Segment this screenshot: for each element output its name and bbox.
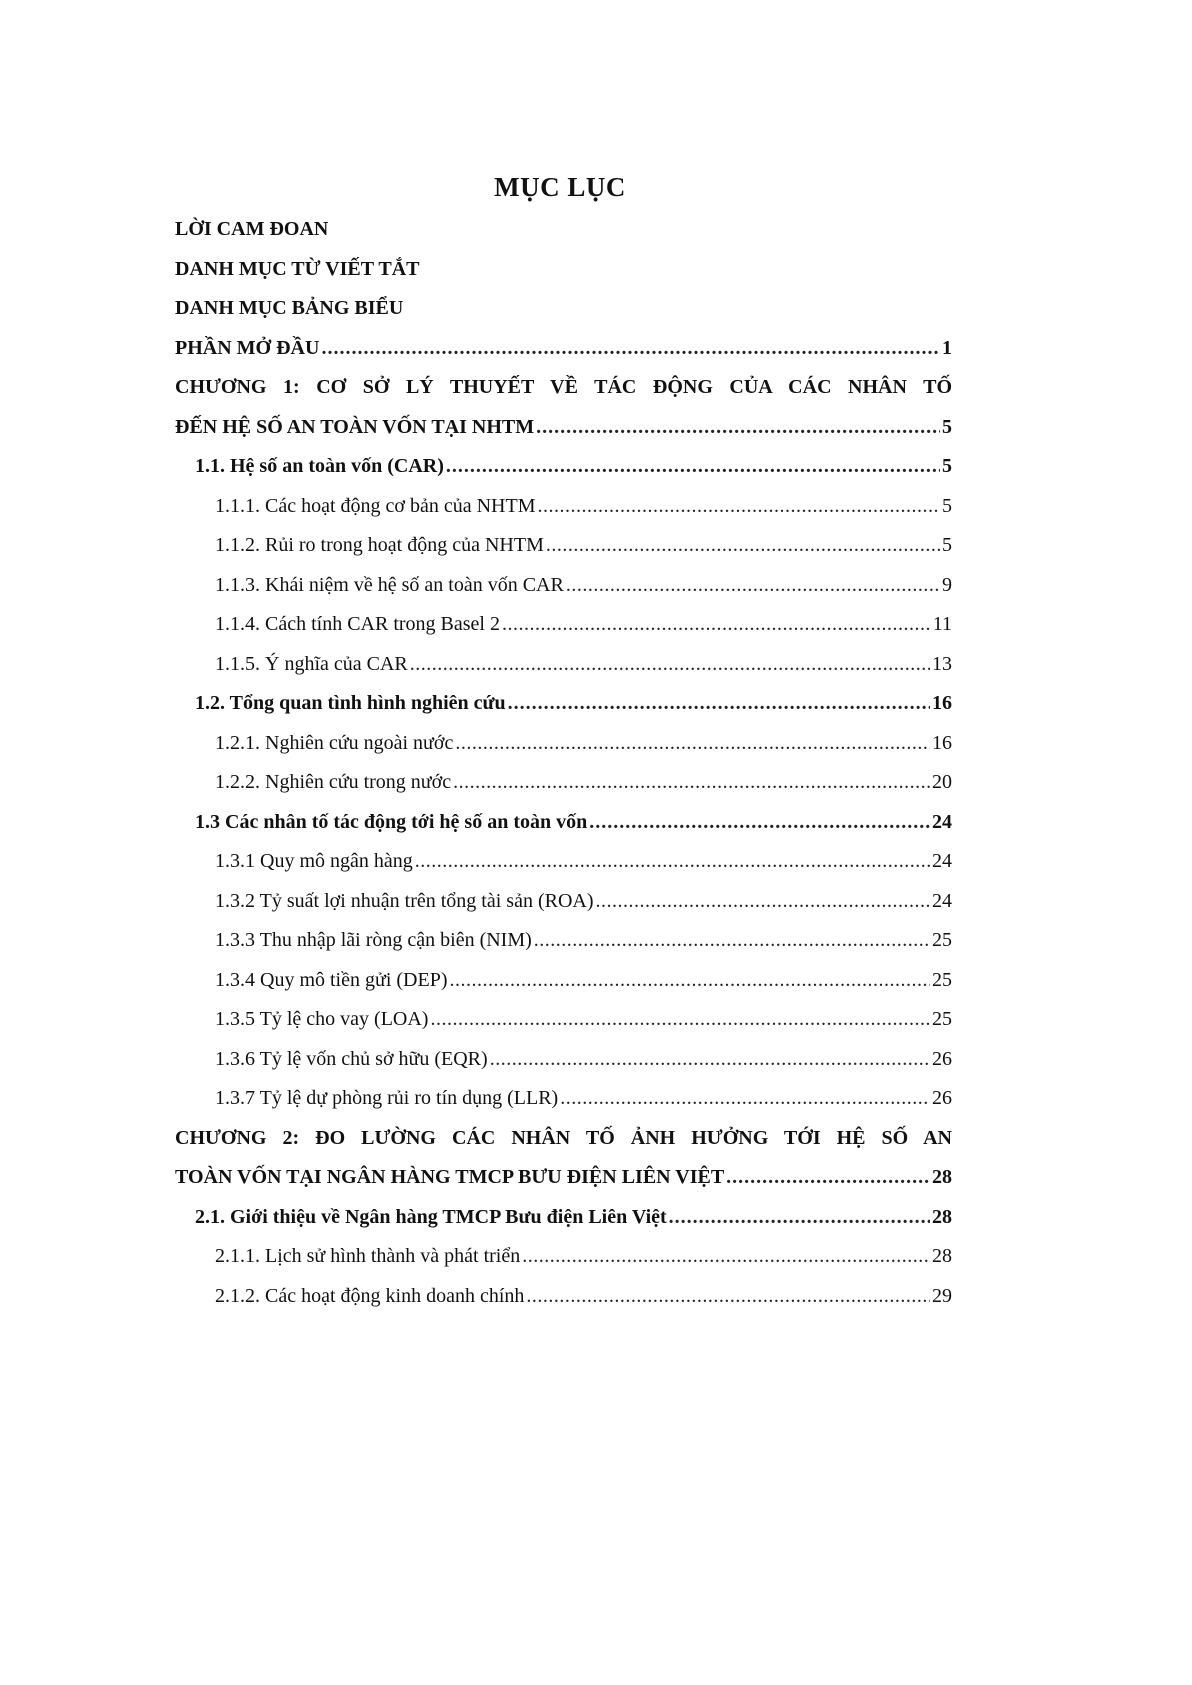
dot-leader <box>534 929 930 952</box>
dot-leader <box>453 771 930 794</box>
toc-label: 2.1. Giới thiệu về Ngân hàng TMCP Bưu điện Liên Việt <box>195 1205 667 1228</box>
toc-entry-loi-cam-doan[interactable] <box>175 218 952 258</box>
toc-entry-2-1-1[interactable] <box>175 1245 952 1285</box>
toc-label: 2.1.2. Các hoạt động kinh doanh chính <box>215 1284 525 1307</box>
dot-leader <box>490 1048 930 1071</box>
toc-entry-1-1-3[interactable] <box>175 574 952 614</box>
toc-entry-chuong-1-line1[interactable] <box>175 376 952 416</box>
page-title: MỤC LỤC <box>494 172 626 202</box>
toc-page-number: 16 <box>932 731 952 754</box>
toc-page-number: 25 <box>932 1008 952 1030</box>
toc-label: ĐẾN HỆ SỐ AN TOÀN VỐN TẠI NHTM <box>175 415 535 438</box>
dot-leader <box>526 1285 930 1308</box>
toc-page-number: 9 <box>942 573 952 596</box>
toc-label: DANH MỤC BẢNG BIỂU <box>175 297 404 319</box>
toc-entry-chuong-2-line2[interactable] <box>175 1166 952 1206</box>
toc-page-number: 1 <box>942 336 952 359</box>
toc-label: LỜI CAM ĐOAN <box>175 218 329 240</box>
toc-page-number: 28 <box>932 1205 952 1228</box>
toc-label: 1.1.3. Khái niệm về hệ số an toàn vốn CAR <box>215 573 564 596</box>
toc-entry-1-1-2[interactable] <box>175 534 952 574</box>
toc-label: DANH MỤC TỪ VIẾT TẮT <box>175 257 420 280</box>
toc-label: 1.1. Hệ số an toàn vốn (CAR) <box>195 455 444 477</box>
toc-entry-1-3-7[interactable] <box>175 1087 952 1127</box>
toc-label: 1.3 Các nhân tố tác động tới hệ số an toàn vốn <box>195 810 588 833</box>
toc-page-number: 26 <box>932 1047 952 1070</box>
dot-leader <box>410 653 930 676</box>
toc-entry-1-3-6[interactable] <box>175 1048 952 1088</box>
toc-page-number: 5 <box>942 415 952 438</box>
toc-entry-1-1[interactable] <box>175 455 952 495</box>
dot-leader <box>450 969 931 992</box>
toc-entry-1-3-2[interactable] <box>175 890 952 930</box>
toc-page-number: 25 <box>932 968 952 991</box>
dot-leader <box>415 850 930 873</box>
toc-page-number: 5 <box>942 494 952 517</box>
dot-leader <box>538 495 941 518</box>
toc-entry-danh-muc-tu-viet-tat[interactable] <box>175 258 952 298</box>
toc-entry-2-1[interactable] <box>175 1206 952 1246</box>
toc-entry-2-1-2[interactable] <box>175 1285 952 1325</box>
toc-page-number: 28 <box>932 1245 952 1267</box>
toc-page-number: 16 <box>932 692 952 714</box>
dot-leader <box>455 732 930 755</box>
toc-label: 1.3.4 Quy mô tiền gửi (DEP) <box>215 968 448 991</box>
toc-entry-chuong-2-line1[interactable] <box>175 1127 952 1167</box>
dot-leader <box>546 534 940 557</box>
toc-entry-chuong-1-line2[interactable] <box>175 416 952 456</box>
toc-entry-1-2-2[interactable] <box>175 771 952 811</box>
toc-page-number: 24 <box>932 810 952 833</box>
toc-entry-1-3-1[interactable] <box>175 850 952 890</box>
toc-page-number: 5 <box>942 455 952 477</box>
toc-entry-1-3[interactable] <box>175 811 952 851</box>
toc-label: 1.1.1. Các hoạt động cơ bản của NHTM <box>215 494 536 517</box>
table-of-contents <box>175 218 952 1324</box>
dot-leader <box>522 1245 930 1268</box>
toc-entry-1-3-4[interactable] <box>175 969 952 1009</box>
toc-entry-1-1-1[interactable] <box>175 495 952 535</box>
toc-label: 1.3.7 Tỷ lệ dự phòng rủi ro tín dụng (LLR) <box>215 1087 559 1109</box>
dot-leader <box>560 1087 930 1110</box>
dot-leader <box>669 1206 930 1229</box>
toc-label: 1.3.5 Tỷ lệ cho vay (LOA) <box>215 1008 429 1030</box>
toc-entry-1-2-1[interactable] <box>175 732 952 772</box>
toc-label: 1.3.2 Tỷ suất lợi nhuận trên tổng tài sản (ROA) <box>215 889 594 912</box>
toc-page-number: 25 <box>932 929 952 951</box>
toc-entry-phan-mo-dau[interactable] <box>175 337 952 377</box>
toc-page-number: 20 <box>932 771 952 793</box>
toc-page-number: 24 <box>932 889 952 912</box>
dot-leader <box>502 613 931 636</box>
toc-label: 1.1.5. Ý nghĩa của CAR <box>215 652 408 675</box>
toc-page-number: 13 <box>932 652 952 675</box>
toc-label: 1.3.3 Thu nhập lãi ròng cận biên (NIM) <box>215 929 532 951</box>
toc-label: 1.2.2. Nghiên cứu trong nước <box>215 771 452 793</box>
toc-entry-1-1-5[interactable] <box>175 653 952 693</box>
dot-leader <box>566 574 940 597</box>
toc-page-number: 5 <box>942 534 952 556</box>
toc-label: 1.2. Tổng quan tình hình nghiên cứu <box>195 692 506 714</box>
toc-label: 2.1.1. Lịch sử hình thành và phát triển <box>215 1245 521 1267</box>
toc-entry-1-1-4[interactable] <box>175 613 952 653</box>
toc-label: PHẦN MỞ ĐẦU <box>175 336 320 359</box>
toc-page-number: 24 <box>932 850 952 872</box>
dot-leader <box>589 811 930 834</box>
dot-leader <box>596 890 931 913</box>
dot-leader <box>508 692 930 715</box>
dot-leader <box>536 416 940 439</box>
dot-leader <box>726 1166 930 1189</box>
toc-label: 1.2.1. Nghiên cứu ngoài nước <box>215 731 454 754</box>
toc-entry-1-3-5[interactable] <box>175 1008 952 1048</box>
dot-leader <box>446 455 940 478</box>
toc-label: 1.1.4. Cách tính CAR trong Basel 2 <box>215 613 500 635</box>
toc-label: TOÀN VỐN TẠI NGÂN HÀNG TMCP BƯU ĐIỆN LIÊN VIỆT <box>175 1166 725 1188</box>
toc-page-number: 29 <box>932 1284 952 1307</box>
dot-leader <box>430 1008 930 1031</box>
toc-page-number: 11 <box>932 613 952 635</box>
toc-label: 1.3.6 Tỷ lệ vốn chủ sở hữu (EQR) <box>215 1047 488 1070</box>
toc-entry-1-2[interactable] <box>175 692 952 732</box>
toc-label: 1.3.1 Quy mô ngân hàng <box>215 850 413 872</box>
toc-page-number: 28 <box>932 1166 952 1188</box>
toc-entry-danh-muc-bang-bieu[interactable] <box>175 297 952 337</box>
toc-label: 1.1.2. Rủi ro trong hoạt động của NHTM <box>215 534 544 556</box>
toc-label: CHƯƠNG 1: CƠ SỞ LÝ THUYẾT VỀ TÁC ĐỘNG CỦA CÁC NHÂN TỐ <box>175 376 952 398</box>
toc-label: CHƯƠNG 2: ĐO LƯỜNG CÁC NHÂN TỐ ẢNH HƯỞNG TỚI HỆ SỐ AN <box>175 1126 952 1149</box>
toc-entry-1-3-3[interactable] <box>175 929 952 969</box>
toc-page-number: 26 <box>932 1087 952 1109</box>
dot-leader <box>321 337 940 360</box>
